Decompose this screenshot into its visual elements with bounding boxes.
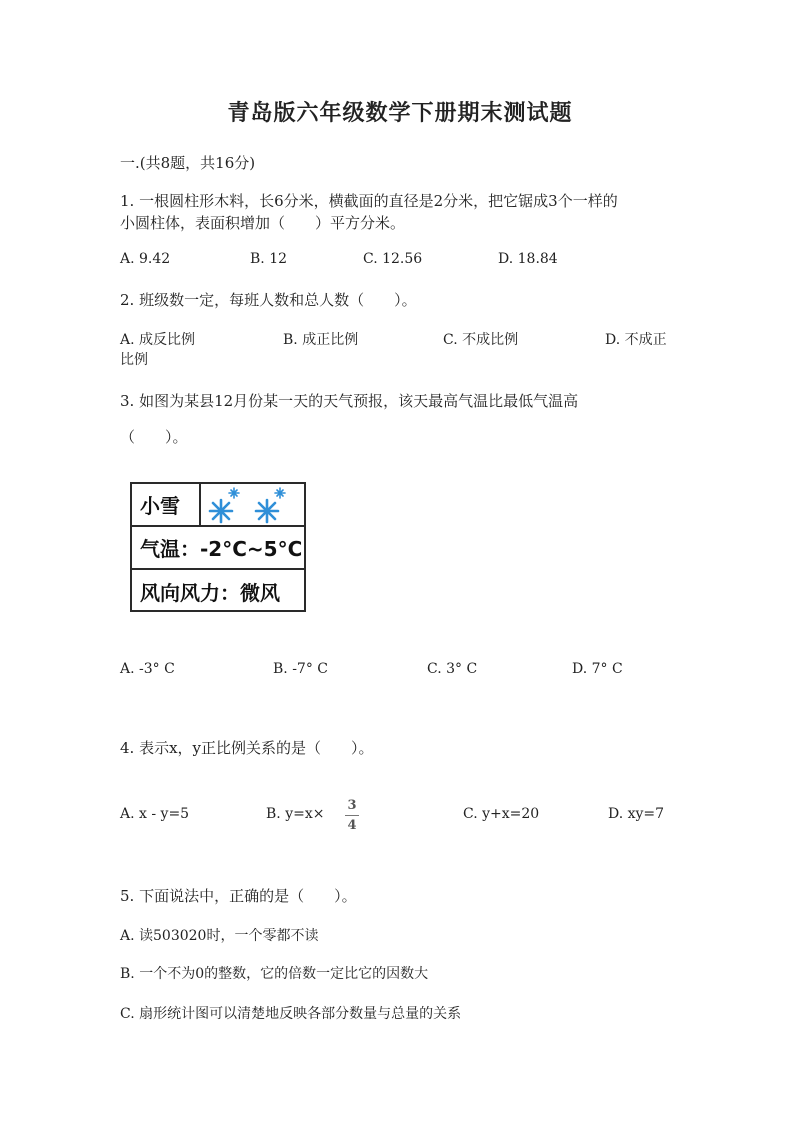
question-1-option-b: B. 12	[250, 251, 288, 267]
question-1-option-a: A. 9.42	[120, 251, 171, 267]
question-5-text: 5. 下面说法中，正确的是（ ）。	[120, 887, 357, 905]
fraction-denominator: 4	[347, 818, 357, 833]
snowflake-icons	[206, 484, 296, 525]
question-2-option-d-wrap: 比例	[120, 352, 148, 368]
question-3-line-2: （ ）。	[120, 428, 188, 446]
page-title: 青岛版六年级数学下册期末测试题	[227, 100, 573, 126]
section-heading: 一.(共8题，共16分)	[120, 154, 256, 172]
fraction-bar	[345, 815, 359, 816]
weather-forecast-figure	[130, 482, 306, 612]
question-4-option-a: A. x - y=5	[120, 806, 190, 822]
fraction-three-quarters	[345, 799, 359, 832]
question-1-line-2: 小圆柱体，表面积增加（ ）平方分米。	[120, 214, 406, 232]
question-4-option-b: B. y=x×	[266, 806, 325, 822]
fraction-numerator: 3	[347, 798, 357, 813]
question-4-option-d: D. xy=7	[608, 806, 665, 822]
question-2-text: 2. 班级数一定，每班人数和总人数（ ）。	[120, 291, 417, 309]
question-5-option-b: B. 一个不为0的整数，它的倍数一定比它的因数大	[120, 966, 429, 982]
weather-row-temperature	[132, 527, 304, 570]
question-3-option-a: A. -3° C	[120, 661, 175, 677]
weather-divider	[199, 484, 201, 525]
question-3-line-1: 3. 如图为某县12月份某一天的天气预报，该天最高气温比最低气温高	[120, 392, 579, 410]
question-4-option-c: C. y+x=20	[463, 806, 540, 822]
question-4-text: 4. 表示x，y正比例关系的是（ ）。	[120, 739, 374, 757]
question-2-option-a: A. 成反比例	[120, 332, 196, 348]
question-5-option-a: A. 读503020时，一个零都不读	[120, 928, 319, 944]
question-2-option-c: C. 不成比例	[443, 332, 519, 348]
question-1-line-1: 1. 一根圆柱形木料，长6分米，横截面的直径是2分米，把它锯成3个一样的	[120, 192, 618, 210]
question-3-option-c: C. 3° C	[427, 661, 478, 677]
question-3-option-d: D. 7° C	[572, 661, 623, 677]
question-1-option-c: C. 12.56	[363, 251, 423, 267]
weather-row-condition	[132, 484, 304, 527]
weather-row-wind	[132, 570, 304, 612]
question-2-option-d: D. 不成正	[605, 332, 667, 348]
weather-wind: 风向风力：微风	[140, 580, 280, 605]
question-5-option-c: C. 扇形统计图可以清楚地反映各部分数量与总量的关系	[120, 1006, 462, 1022]
question-3-option-b: B. -7° C	[273, 661, 328, 677]
snowflake-icon	[206, 485, 296, 525]
weather-condition-label: 小雪	[140, 494, 180, 518]
question-2-option-b: B. 成正比例	[283, 332, 359, 348]
question-1-option-d: D. 18.84	[498, 251, 558, 267]
weather-temperature: 气温：-2°C~5°C	[140, 537, 303, 561]
